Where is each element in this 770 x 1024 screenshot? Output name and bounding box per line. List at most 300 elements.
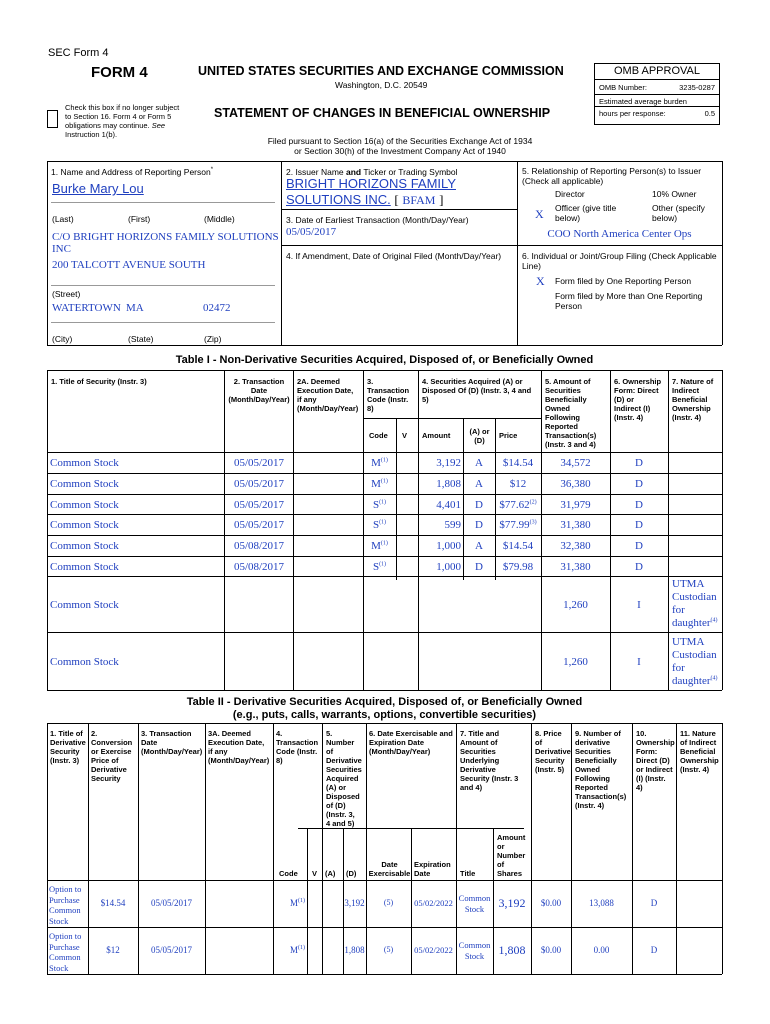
t2-col5-header-line: 5. [326, 729, 333, 738]
box5-label: 5. Relationship of Reporting Person(s) to Issuer (Check all applicable) [522, 166, 702, 186]
t1-price-footnote: (3) [529, 519, 537, 526]
t1-security-title: Common Stock [50, 540, 119, 552]
t2-sub-date-exercisable [368, 860, 411, 878]
t2-derivative-title-line: Common [49, 905, 81, 915]
t2-col10-header-line: (I) (Instr. [636, 774, 666, 783]
t2-col10-header-line: 4) [636, 783, 643, 792]
t2-col9-header-line: derivative [575, 738, 611, 747]
t1-price [495, 540, 541, 553]
t2-col2-header-line: Price of [91, 756, 119, 765]
t1-transaction-code [363, 540, 396, 553]
t2-col9-header-line: Beneficially [575, 756, 617, 765]
t2-col4-header-line: 4. [276, 729, 283, 738]
earliest-transaction-date: 05/05/2017 [286, 226, 337, 238]
filed-pursuant: Filed pursuant to Section 16(a) of the Securities Exchange Act of 1934 or Section 30(h) of the Investment Company Act of 1940 [267, 136, 533, 156]
statement-title: STATEMENT OF CHANGES IN BENEFICIAL OWNERSHIP [214, 106, 551, 120]
t1-held-owned: 1,260 [563, 599, 588, 611]
t1-held-nature-text: for [672, 662, 685, 674]
t2-sub-expiration-line: Date [414, 869, 431, 878]
t1-ownership-form: D [635, 540, 643, 552]
t1-col2-header [227, 377, 291, 404]
t1-transaction-code-footnote: (1) [379, 499, 387, 506]
t1-transaction-code-value: M [371, 457, 381, 469]
t2-col4-header-line: Code (Instr. [276, 747, 318, 756]
t1-held-nature-text: Custodian [672, 591, 717, 603]
t2-col1-header-line: 1. Title of [50, 729, 83, 738]
t2-col7-header-line: 7. Title and [460, 729, 500, 738]
t1-col2a-header-line: (Month/Day/Year) [297, 404, 359, 413]
t2-col1-header-line: Security [50, 747, 80, 756]
t2-transaction-code-footnote: (1) [298, 945, 305, 951]
t2-date-exercisable: (5) [383, 945, 394, 954]
state-label: (State) [128, 334, 154, 344]
t1-col6-header [614, 377, 661, 422]
t1-owned-following: 31,979 [560, 499, 591, 511]
t2-col6-header-line: Expiration Date [369, 738, 425, 747]
t2-underlying-title [456, 893, 493, 914]
t1-ownership-form: D [635, 478, 643, 490]
t1-amount: 4,401 [436, 499, 461, 511]
t1-col5-header-line: 5. Amount of [545, 377, 591, 386]
first-label: (First) [128, 214, 151, 224]
t1-col7-header-line: Ownership [672, 404, 711, 413]
t2-sub-date-exercisable-line: Exercisable [368, 869, 411, 878]
t1-transaction-code-value: M [371, 540, 381, 552]
address-line-2: INC [52, 243, 71, 255]
t1-transaction-code-footnote: (1) [380, 478, 388, 485]
box1-label: 1. Name and Address of Reporting Person* [51, 167, 214, 177]
officer-label: Officer (give title below) [555, 203, 617, 223]
t2-col3a-header-line: 3A. Deemed [208, 729, 251, 738]
t1-col7-header-line: Beneficial [672, 395, 708, 404]
t2-col9-header-line: (Instr. 4) [575, 801, 605, 810]
t1-held-nature-line [672, 604, 717, 617]
t2-expiration-date: 05/02/2022 [414, 898, 453, 908]
t2-col7-header-line: Securities [460, 747, 496, 756]
t1-sub-code: Code [369, 431, 388, 440]
t2-col3a-header [208, 729, 269, 765]
t2-ownership-form: D [650, 898, 658, 908]
t1-ownership-form: D [635, 561, 643, 573]
t2-underlying-title-line: Common [458, 940, 491, 950]
zip-label: (Zip) [204, 334, 222, 344]
t2-sub-expiration [414, 860, 451, 878]
t2-derivative-title [49, 884, 81, 926]
t1-transaction-date: 05/08/2017 [233, 561, 285, 573]
ten-percent-owner-label: 10% Owner [652, 189, 697, 199]
t1-acquired-disposed: A [475, 540, 483, 552]
t1-amount: 599 [444, 519, 461, 531]
t1-owned-following: 31,380 [560, 561, 591, 573]
t1-col3-header-line: 8) [367, 404, 374, 413]
t2-col7-header-line: and 4) [460, 783, 483, 792]
t1-owned-following: 34,572 [560, 457, 591, 469]
t2-col5-header-line: 4 and 5) [326, 819, 355, 828]
t2-derivative-title-line: Purchase [49, 941, 80, 952]
form-title: FORM 4 [91, 64, 148, 81]
t1-held-nature-text: UTMA [672, 578, 705, 590]
t2-col2-header [91, 729, 132, 783]
t1-held-nature-text: daughter [672, 617, 711, 629]
t1-col5-header-line: (Instr. 3 and 4) [545, 440, 596, 449]
t1-acquired-disposed: A [475, 478, 483, 490]
t2-col9-header [575, 729, 626, 810]
t1-col4-header-line: 4. Securities Acquired (A) or [422, 377, 523, 386]
t2-sub-amount-line: Shares [497, 869, 523, 878]
t2-col11-header [680, 729, 719, 774]
t2-col8-header-line: Security [535, 756, 565, 765]
t2-col5-header-line: Acquired [326, 774, 359, 783]
t1-transaction-code-footnote: (1) [379, 519, 387, 526]
t1-col6-header-line: Indirect (I) [614, 404, 651, 413]
t2-derivative-title-line: Stock [49, 962, 69, 973]
t2-col9-header-line: Transaction(s) [575, 792, 627, 801]
t2-col3-header [141, 729, 202, 756]
t1-price [495, 519, 541, 532]
t1-sub-ad-line: (D) [474, 436, 485, 445]
t1-ownership-form: D [635, 499, 643, 511]
t1-price-value: $12 [509, 478, 527, 490]
t2-col10-header [636, 729, 675, 792]
t1-sub-amount: Amount [422, 431, 451, 440]
t2-sub-a: (A) [325, 869, 336, 878]
t1-acquired-disposed: D [475, 561, 483, 573]
t2-transaction-code-value: M [289, 945, 298, 955]
t1-amount: 3,192 [436, 457, 461, 469]
table1-title: Table I - Non-Derivative Securities Acquired, Disposed of, or Beneficially Owned [175, 354, 594, 366]
t2-sub-amount [497, 833, 525, 878]
t2-transaction-code [273, 898, 322, 908]
t1-transaction-code [363, 457, 396, 470]
t1-held-nature-line [672, 591, 717, 604]
t2-col3-header-line: (Month/Day/Year) [141, 747, 203, 756]
sec-form-label: SEC Form 4 [48, 47, 109, 59]
t2-col8-header [535, 729, 571, 774]
t2-transaction-code [273, 945, 322, 955]
t1-price [495, 499, 541, 512]
t2-underlying-title-line: Stock [464, 950, 485, 961]
t2-sub-amount-line: of [497, 860, 505, 869]
t2-col4-header-line: Transaction [276, 738, 319, 747]
t2-col4-header-line: 8) [276, 756, 283, 765]
omb-hours-value: 0.5 [704, 109, 715, 118]
t1-col6-header-line: (D) or [614, 395, 634, 404]
checkbox-instructions: Check this box if no longer subject to Section 16. Form 4 or Form 5 obligations may continue. See Instruction 1(b). [65, 103, 180, 139]
t1-col3-header-line: Code (Instr. [367, 395, 409, 404]
t1-price-value: $77.62 [499, 499, 530, 511]
director-label: Director [555, 189, 585, 199]
t2-derivative-title-line: Option to [49, 931, 82, 941]
t1-held-nature-footnote: (4) [710, 675, 718, 682]
t2-col5-header-line: Securities [326, 765, 362, 774]
t1-transaction-date: 05/05/2017 [233, 457, 285, 469]
t1-col2a-header-line: Execution Date, [297, 386, 354, 395]
t1-col7-header-line: Indirect [672, 386, 700, 395]
t2-derivative-price: $0.00 [540, 898, 562, 908]
box3-label: 3. Date of Earliest Transaction (Month/Day/Year) [286, 215, 469, 225]
t1-col3-header-line: Transaction [367, 386, 410, 395]
t2-col11-header-line: 11. Nature [680, 729, 716, 738]
commission-city: Washington, D.C. 20549 [335, 80, 428, 90]
t1-transaction-code [363, 561, 396, 574]
t1-price-value: $14.54 [502, 457, 534, 469]
t2-disposed: 1,808 [344, 945, 365, 955]
t2-col5-header-line: (A) or [326, 783, 346, 792]
t1-col3-header-line: 3. [367, 377, 374, 386]
t1-transaction-code [363, 478, 396, 491]
t1-held-nature-text: for [672, 604, 685, 616]
t2-expiration-date: 05/02/2022 [414, 945, 453, 955]
t2-col2-header-line: 2. [91, 729, 98, 738]
commission-title: UNITED STATES SECURITIES AND EXCHANGE COMMISSION [198, 64, 564, 78]
t2-col8-header-line: Derivative [535, 747, 571, 756]
one-person-label: Form filed by One Reporting Person [555, 276, 692, 286]
t1-held-nature-line [672, 617, 717, 630]
t2-col3a-header-line: (Month/Day/Year) [208, 756, 270, 765]
t2-col9-header-line: 9. Number of [575, 729, 621, 738]
t1-held-form: I [637, 599, 641, 611]
t2-col3a-header-line: if any [208, 747, 228, 756]
t1-col5-header-line: Reported [545, 422, 578, 431]
t2-col8-header-line: 8. Price [535, 729, 562, 738]
t1-transaction-date: 05/05/2017 [233, 478, 285, 490]
t1-col6-header-line: 6. Ownership [614, 377, 662, 386]
t2-owned-following: 0.00 [593, 945, 610, 955]
t2-col9-header-line: Securities [575, 747, 611, 756]
t2-col8-header-line: (Instr. 5) [535, 765, 565, 774]
t1-col5-header-line: Securities [545, 386, 581, 395]
box2-label: 2. Issuer Name and Ticker or Trading Symbol [286, 167, 458, 177]
t1-ownership-form: D [635, 457, 643, 469]
t2-col7-header-line: Security (Instr. 3 [460, 774, 519, 783]
t2-col6-header-line: (Month/Day/Year) [369, 747, 431, 756]
t2-col7-header-line: Derivative [460, 765, 496, 774]
t2-owned-following: 13,088 [589, 898, 614, 908]
officer-title: COO North America Center Ops [547, 228, 692, 240]
t2-sub-amount-line: Amount [497, 833, 526, 842]
t2-transaction-code-footnote: (1) [298, 898, 305, 904]
other-label: Other (specify below) [652, 203, 705, 223]
t2-col10-header-line: 10. [636, 729, 647, 738]
t2-sub-code: Code [279, 869, 298, 878]
t2-derivative-price: $0.00 [540, 945, 562, 955]
t2-underlying-title-line: Common [458, 893, 491, 903]
t2-col1-header-line: Derivative [50, 738, 86, 747]
city-label: (City) [52, 334, 73, 344]
t1-transaction-code-value: M [371, 478, 381, 490]
t1-price [495, 561, 541, 574]
t1-held-nature-line [672, 662, 717, 675]
t1-transaction-date: 05/05/2017 [233, 499, 285, 511]
t2-col10-header-line: Ownership [636, 738, 675, 747]
t1-sub-v: V [402, 431, 408, 440]
zip-value: 02472 [203, 302, 231, 314]
t2-col9-header-line: Owned [575, 765, 601, 774]
t1-held-nature-line [672, 675, 717, 688]
t1-held-nature [672, 636, 717, 688]
t2-date-exercisable: (5) [383, 898, 394, 907]
t2-col2-header-line: Derivative [91, 765, 127, 774]
t1-col5-header-line: Beneficially [545, 395, 587, 404]
t2-col5-header-line: Number [326, 738, 355, 747]
t1-held-nature [672, 578, 717, 630]
t2-col7-header [460, 729, 518, 792]
t2-ownership-form: D [650, 945, 658, 955]
t1-col2-header-line: Date [250, 386, 268, 395]
t1-held-form: I [637, 656, 641, 668]
t1-held-nature-line [672, 649, 717, 662]
t1-col2a-header-line: 2A. Deemed [297, 377, 340, 386]
t1-sub-ad-line: (A) or [469, 427, 490, 436]
last-label: (Last) [52, 214, 74, 224]
reporting-person-name: Burke Mary Lou [52, 181, 144, 196]
box6-label: 6. Individual or Joint/Group Filing (Check Applicable Line) [522, 251, 717, 271]
t2-col3-header-line: Date [141, 738, 158, 747]
address-line-1: C/O BRIGHT HORIZONS FAMILY SOLUTIONS [52, 231, 279, 243]
t1-col7-header [672, 377, 713, 422]
officer-check-mark: X [535, 207, 544, 221]
t2-disposed: 3,192 [344, 898, 365, 908]
t2-sub-d: (D) [346, 869, 357, 878]
t1-held-owned: 1,260 [563, 656, 588, 668]
t2-underlying-title [456, 940, 493, 961]
t2-sub-v: V [312, 869, 318, 878]
t1-col2-header-line: (Month/Day/Year) [228, 395, 290, 404]
t1-col2a-header [297, 377, 358, 413]
t1-col1-header: 1. Title of Security (Instr. 3) [51, 377, 147, 386]
t2-derivative-title-line: Common [49, 952, 81, 962]
t2-col11-header-line: Beneficial [680, 747, 716, 756]
t1-col5-header-line: Transaction(s) [545, 431, 597, 440]
omb-title: OMB APPROVAL [595, 64, 719, 80]
issuer-name: BRIGHT HORIZONS FAMILY SOLUTIONS INC. [ BFAM ] [286, 176, 456, 207]
t1-transaction-code-value: S [372, 561, 380, 573]
t2-transaction-date: 05/05/2017 [150, 945, 192, 955]
t2-col11-header-line: of Indirect [680, 738, 717, 747]
t1-security-title: Common Stock [50, 561, 119, 573]
t2-col7-header-line: Underlying [460, 756, 500, 765]
t1-security-title: Common Stock [50, 499, 119, 511]
t1-held-nature-footnote: (4) [710, 617, 718, 624]
t2-col8-header-line: of [535, 738, 543, 747]
t1-col6-header-line: (Instr. 4) [614, 413, 644, 422]
box4-label: 4. If Amendment, Date of Original Filed (Month/Day/Year) [286, 251, 502, 261]
t2-col3-header-line: 3. Transaction [141, 729, 192, 738]
t1-price-value: $77.99 [499, 519, 530, 531]
t1-held-nature-text: daughter [672, 675, 711, 687]
t2-underlying-title-line: Stock [464, 903, 485, 914]
t2-sub-date-exercisable-line: Date [381, 860, 398, 869]
t1-acquired-disposed: D [475, 499, 483, 511]
t1-col4-header-line: 5) [422, 395, 429, 404]
t2-col2-header-line: Security [91, 774, 121, 783]
t1-transaction-code [363, 499, 396, 512]
t1-owned-following: 36,380 [560, 478, 591, 490]
t1-transaction-date: 05/08/2017 [233, 540, 285, 552]
t2-col11-header-line: (Instr. 4) [680, 765, 710, 774]
t1-price-value: $14.54 [502, 540, 534, 552]
more-persons-label: Form filed by More than One Reporting Person [555, 291, 703, 311]
table2-title: Table II - Derivative Securities Acquired, Disposed of, or Beneficially Owned (e.g., puts, calls, warrants, options, convertible securities) [186, 696, 583, 721]
t2-col10-header-line: Direct (D) [636, 756, 670, 765]
t2-col10-header-line: Form: [636, 747, 658, 756]
t2-derivative-title [49, 931, 81, 973]
t1-transaction-date: 05/05/2017 [233, 519, 285, 531]
t1-ownership-form: D [635, 519, 643, 531]
t1-held-nature-text: UTMA [672, 636, 705, 648]
t2-col6-header-line: 6. Date Exercisable and [369, 729, 453, 738]
t1-price-footnote: (2) [529, 499, 537, 506]
t2-derivative-title-line: Purchase [49, 894, 80, 905]
street-label: (Street) [52, 289, 81, 299]
t1-transaction-code [363, 519, 396, 532]
t1-amount: 1,808 [436, 478, 461, 490]
t2-col7-header-line: Amount of [460, 738, 498, 747]
city-value: WATERTOWN [52, 302, 121, 314]
t1-held-nature-text: Custodian [672, 649, 717, 661]
t2-underlying-amount: 1,808 [498, 943, 526, 957]
t1-held-nature-line [672, 578, 717, 591]
t1-security-title: Common Stock [50, 519, 119, 531]
t2-col2-header-line: or Exercise [91, 747, 132, 756]
omb-hours-label: hours per response: [599, 109, 666, 118]
t1-col5-header-line: Owned [545, 404, 571, 413]
t1-col3-header [367, 377, 409, 413]
t1-amount: 1,000 [436, 561, 461, 573]
t2-col5-header-line: Disposed [326, 792, 360, 801]
t1-sub-ad [464, 427, 495, 445]
omb-number-value: 3235-0287 [679, 83, 715, 92]
t2-sub-title: Title [460, 869, 476, 878]
t1-security-title: Common Stock [50, 457, 119, 469]
t1-sub-price: Price [499, 431, 518, 440]
t1-transaction-code-footnote: (1) [379, 561, 387, 568]
t1-transaction-code-footnote: (1) [380, 457, 388, 464]
t1-col7-header-line: 7. Nature of [672, 377, 714, 386]
t1-acquired-disposed: A [475, 457, 483, 469]
t2-col5-header-line: of [326, 747, 334, 756]
t2-col10-header-line: or Indirect [636, 765, 673, 774]
t2-transaction-code-value: M [289, 898, 298, 908]
t2-col9-header-line: Reported [575, 783, 608, 792]
no-longer-subject-checkbox[interactable] [47, 110, 58, 128]
t1-amount: 1,000 [436, 540, 461, 552]
t2-col1-header [50, 729, 86, 765]
t2-col9-header-line: Following [575, 774, 610, 783]
t1-held-security-title: Common Stock [50, 656, 119, 668]
t2-sub-amount-line: Number [497, 851, 526, 860]
t1-col2-header-line: 2. Transaction [233, 377, 285, 386]
t2-col11-header-line: Ownership [680, 756, 719, 765]
t2-col1-header-line: (Instr. 3) [50, 756, 80, 765]
t1-owned-following: 31,380 [560, 519, 591, 531]
t2-derivative-title-line: Stock [49, 915, 69, 926]
t1-security-title: Common Stock [50, 478, 119, 490]
t1-acquired-disposed: D [475, 519, 483, 531]
t2-col4-header [276, 729, 318, 765]
t2-transaction-date: 05/05/2017 [150, 898, 192, 908]
ticker-symbol: BFAM [402, 193, 436, 207]
t1-transaction-code-value: S [372, 499, 380, 511]
t2-sub-expiration-line: Expiration [414, 860, 451, 869]
t1-owned-following: 32,380 [560, 540, 591, 552]
t1-price [495, 457, 541, 470]
omb-approval-box [594, 63, 720, 125]
middle-label: (Middle) [204, 214, 235, 224]
t1-col5-header-line: Following [545, 413, 580, 422]
t2-sub-amount-line: or [497, 842, 505, 851]
t2-col3a-header-line: Execution Date, [208, 738, 265, 747]
